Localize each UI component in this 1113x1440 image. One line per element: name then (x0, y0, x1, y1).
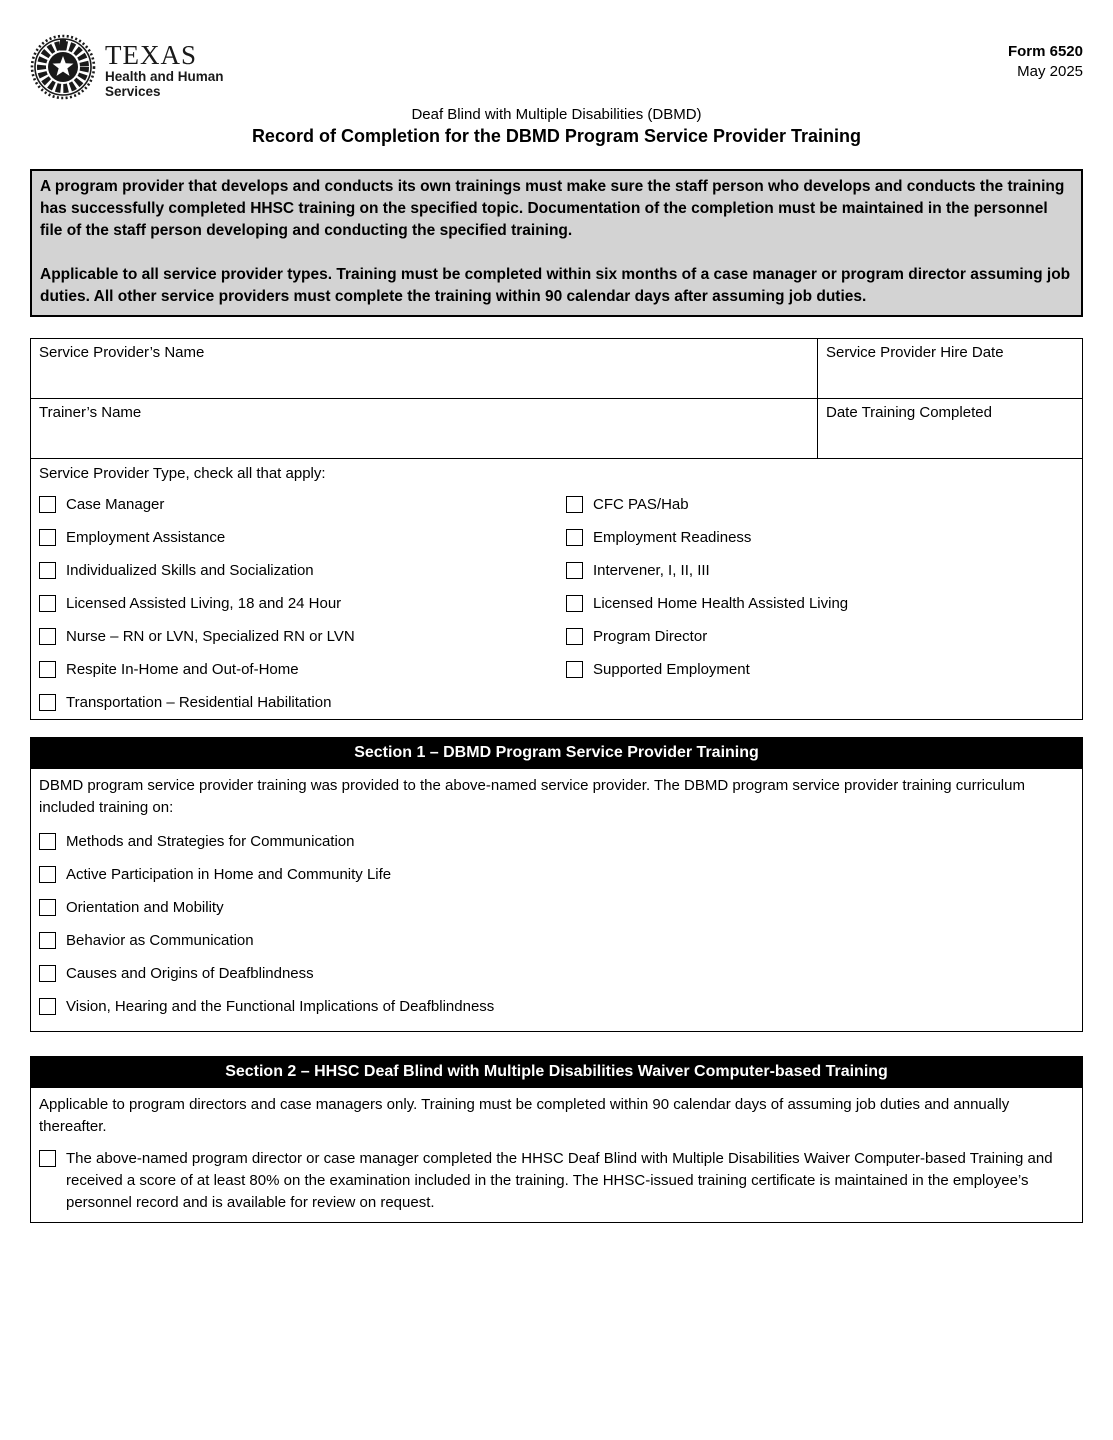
form-meta (1008, 34, 1083, 83)
checkbox-option-methods-strategies (39, 825, 1074, 858)
checkbox-option-individualized-skills (39, 554, 566, 587)
checkbox-option-causes-origins (39, 957, 1074, 990)
checkbox[interactable] (39, 965, 56, 982)
checkbox-label: Transportation – Residential Habilitation (66, 694, 332, 711)
section-1 (30, 737, 1083, 1032)
checkbox-option-behavior-communication (39, 924, 1074, 957)
provider-type-column-left (39, 488, 566, 719)
section-1-body (30, 769, 1083, 1032)
checkbox[interactable] (39, 562, 56, 579)
checkbox-label: Program Director (593, 628, 708, 645)
checkbox-option-intervener (566, 554, 1074, 587)
checkbox[interactable] (39, 595, 56, 612)
checkbox-option-vision-hearing (39, 990, 1074, 1023)
checkbox-option-computer-based-training (39, 1148, 1074, 1214)
form-subtitle: Deaf Blind with Multiple Disabilities (DBMD) (411, 106, 702, 123)
checkbox-label: Licensed Home Health Assisted Living (593, 595, 849, 612)
service-provider-hire-date-label: Service Provider Hire Date (826, 344, 1004, 361)
section-2-intro: Applicable to program directors and case managers only. Training must be completed within 90 calendar days of assuming job duties and annually thereafter. (39, 1096, 1010, 1135)
section-1-header: Section 1 – DBMD Program Service Provider Training (30, 737, 1083, 769)
checkbox[interactable] (39, 899, 56, 916)
checkbox[interactable] (566, 529, 583, 546)
checkbox[interactable] (39, 694, 56, 711)
checkbox-label: Employment Readiness (593, 529, 752, 546)
instructions-box (30, 169, 1083, 317)
form-title: Record of Completion for the DBMD Program Service Provider Training (251, 126, 862, 146)
logo-brand: TEXAS (105, 40, 197, 70)
service-provider-type-section (31, 459, 1082, 719)
service-provider-name-label: Service Provider’s Name (39, 344, 205, 361)
logo-subtitle-line2: Services (105, 84, 161, 100)
section-2-body (30, 1088, 1083, 1223)
checkbox[interactable] (39, 628, 56, 645)
checkbox-label: Respite In-Home and Out-of-Home (66, 661, 299, 678)
service-provider-type-grid (39, 488, 1074, 719)
form-date: May 2025 (1017, 63, 1083, 81)
checkbox[interactable] (566, 628, 583, 645)
checkbox-option-employment-assistance (39, 521, 566, 554)
checkbox-label: Supported Employment (593, 661, 750, 678)
checkbox-label: Nurse – RN or LVN, Specialized RN or LVN (66, 628, 355, 645)
checkbox-label: Case Manager (66, 496, 165, 513)
service-provider-type-label: Service Provider Type, check all that apply: (39, 465, 326, 482)
checkbox-label: Causes and Origins of Deafblindness (66, 965, 314, 982)
checkbox-option-nurse (39, 620, 566, 653)
instructions-paragraph-1: A program provider that develops and conducts its own trainings must make sure the staff person who develops and conducts the training has successfully completed HHSC training on the specified topic. Documentation of the completion must be maintained in the personnel file of the staff person developing and conducting the specified training. (40, 178, 1065, 239)
form-number: Form 6520 (1007, 43, 1083, 60)
hhs-logo (30, 34, 224, 100)
checkbox-label: Employment Assistance (66, 529, 226, 546)
checkbox-option-licensed-assisted-living (39, 587, 566, 620)
texas-hhs-seal-icon (30, 34, 96, 100)
checkbox-option-employment-readiness (566, 521, 1074, 554)
checkbox[interactable] (39, 932, 56, 949)
checkbox-option-respite (39, 653, 566, 686)
title-block (30, 106, 1083, 147)
checkbox-label: Active Participation in Home and Community Life (66, 866, 392, 883)
checkbox-option-active-participation (39, 858, 1074, 891)
checkbox-option-licensed-home-health (566, 587, 1074, 620)
checkbox-label: The above-named program director or case manager completed the HHSC Deaf Blind with Multiple Disabilities Waiver Computer-based Training and received a score of at least 80% on the examination included in the training. The HHSC-issued training certificate is maintained in the employee’s personnel record and is available for review on request. (66, 1150, 1053, 1211)
checkbox[interactable] (566, 661, 583, 678)
checkbox[interactable] (39, 833, 56, 850)
checkbox-label: Orientation and Mobility (66, 899, 224, 916)
checkbox-label: Vision, Hearing and the Functional Implications of Deafblindness (66, 998, 495, 1015)
checkbox-label: Methods and Strategies for Communication (66, 833, 355, 850)
date-training-completed-field[interactable] (818, 399, 1082, 458)
checkbox-option-program-director (566, 620, 1074, 653)
checkbox-option-orientation-mobility (39, 891, 1074, 924)
trainer-name-field[interactable] (31, 399, 818, 458)
checkbox[interactable] (39, 496, 56, 513)
provider-info-table (30, 338, 1083, 720)
date-training-completed-label: Date Training Completed (826, 404, 992, 421)
checkbox-label: Intervener, I, II, III (593, 562, 710, 579)
checkbox[interactable] (39, 998, 56, 1015)
checkbox[interactable] (39, 1150, 56, 1167)
checkbox-option-cfc-pas-hab (566, 488, 1074, 521)
logo-subtitle-line1: Health and Human (105, 69, 224, 84)
section-2 (30, 1056, 1083, 1223)
trainer-name-label: Trainer’s Name (39, 404, 142, 421)
checkbox[interactable] (39, 529, 56, 546)
checkbox[interactable] (39, 661, 56, 678)
checkbox-label: Licensed Assisted Living, 18 and 24 Hour (66, 595, 342, 612)
checkbox-label: Individualized Skills and Socialization (66, 562, 314, 579)
section-1-intro: DBMD program service provider training was provided to the above-named service provider. The DBMD program service provider training curriculum included training on: (39, 777, 1025, 816)
service-provider-hire-date-field[interactable] (818, 339, 1082, 398)
checkbox-option-case-manager (39, 488, 566, 521)
checkbox-option-transportation (39, 686, 566, 719)
table-row (31, 339, 1082, 399)
checkbox[interactable] (566, 496, 583, 513)
provider-type-column-right (566, 488, 1074, 719)
checkbox-option-supported-employment (566, 653, 1074, 686)
section-2-header: Section 2 – HHSC Deaf Blind with Multiple Disabilities Waiver Computer-based Training (30, 1056, 1083, 1088)
table-row (31, 399, 1082, 459)
checkbox[interactable] (566, 562, 583, 579)
logo-text (105, 42, 224, 99)
service-provider-name-field[interactable] (31, 339, 818, 398)
checkbox[interactable] (39, 866, 56, 883)
checkbox-label: Behavior as Communication (66, 932, 254, 949)
checkbox-label: CFC PAS/Hab (593, 496, 689, 513)
page-header (30, 34, 1083, 100)
instructions-paragraph-2: Applicable to all service provider types. Training must be completed within six months of a case manager or program director assuming job duties. All other service providers must complete the training within 90 calendar days after assuming job duties. (40, 266, 1071, 305)
checkbox[interactable] (566, 595, 583, 612)
